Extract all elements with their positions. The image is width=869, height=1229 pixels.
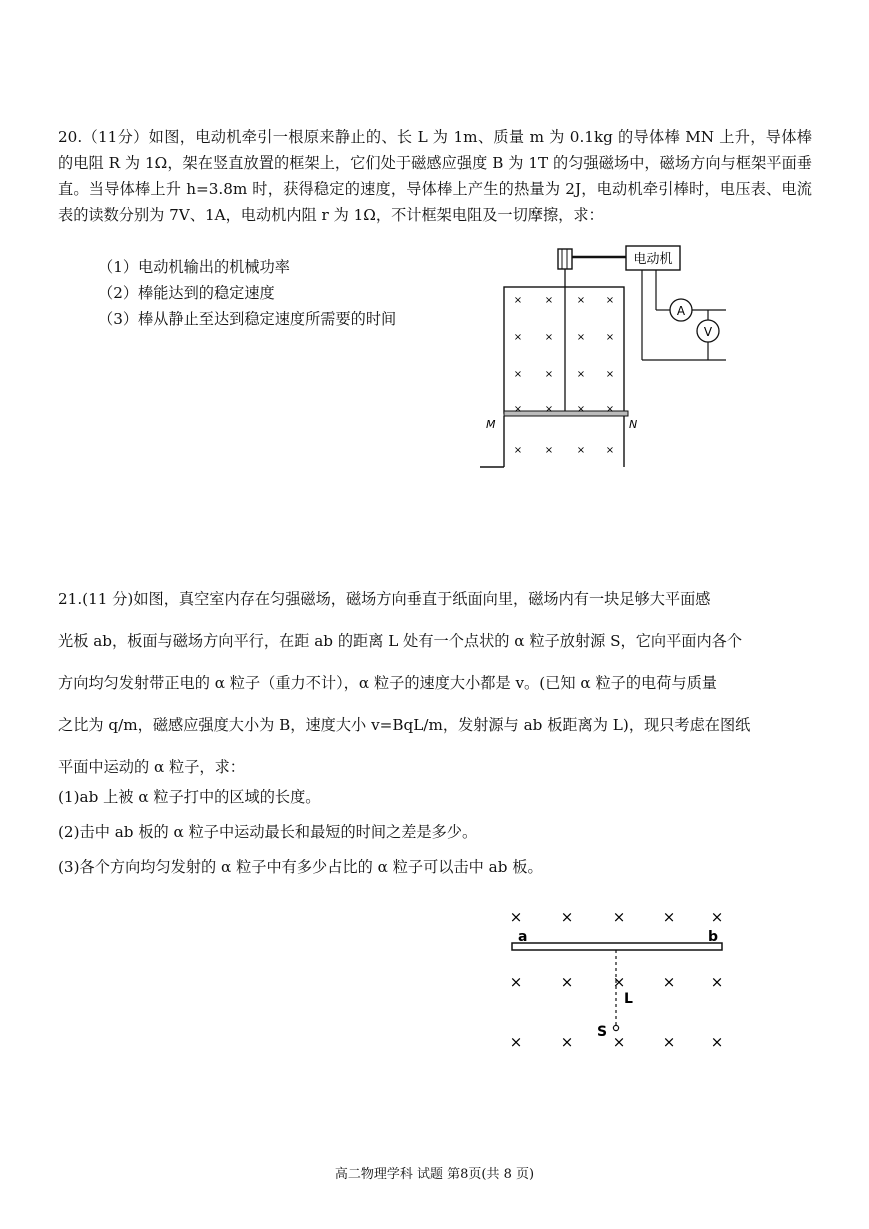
field-cross-icon: ×	[710, 908, 724, 926]
field-cross-icon: ×	[544, 445, 554, 456]
field-cross-icon: ×	[544, 295, 554, 306]
motor-label: 电动机	[633, 252, 673, 267]
field-cross-icon: ×	[576, 369, 586, 380]
field-cross-icon: ×	[576, 332, 586, 343]
q21-line-3: 方向均匀发射带正电的 α 粒子（重力不计），α 粒子的速度大小都是 v。(已知 α 粒子的电荷与质量	[58, 674, 717, 692]
field-cross-icon: ×	[560, 908, 574, 926]
voltmeter-label: V	[703, 325, 713, 339]
label-n: N	[629, 418, 638, 431]
source-s	[613, 1025, 618, 1030]
q21-line-5: 平面中运动的 α 粒子，求：	[58, 758, 245, 776]
field-cross-icon: ×	[513, 404, 523, 415]
field-cross-icon: ×	[605, 295, 615, 306]
field-cross-icon: ×	[662, 973, 676, 991]
q21-line-1: 21.(11 分)如图，真空室内存在匀强磁场，磁场方向垂直于纸面向里，磁场内有一块足够大平面感	[58, 590, 711, 608]
label-s: S	[597, 1024, 608, 1040]
field-cross-icon: ×	[605, 404, 615, 415]
q20-item-1: （1）电动机输出的机械功率	[98, 258, 290, 276]
q20-item-2: （2）棒能达到的稳定速度	[98, 284, 275, 302]
field-cross-icon: ×	[560, 1033, 574, 1051]
q20-paragraph: 20.（11分）如图，电动机牵引一根原来静止的、长 L 为 1m、质量 m 为 0.1kg 的导体棒 MN 上升，导体棒的电阻 R 为 1Ω，架在竖直放置的框架上，它们处于磁感应强度 B 为 1T 的匀强磁场中，磁场方向与框架平面垂直。当导体棒上升 h=3.8m 时，获得稳定的速度，导体棒上产生的热量为 2J，电动机牵引棒时，电压表、电流表的读数分别为 7V、1A，电动机内阻 r 为 1Ω，不计框架电阻及一切摩擦，求：	[58, 128, 812, 224]
q21-plate-figure	[500, 905, 740, 1055]
field-cross-icon: ×	[662, 908, 676, 926]
label-l: L	[624, 991, 633, 1007]
q20-circuit-figure	[470, 240, 740, 475]
field-cross-icon: ×	[509, 1033, 523, 1051]
q21-item-2: (2)击中 ab 板的 α 粒子中运动最长和最短的时间之差是多少。	[58, 823, 478, 841]
field-cross-icon: ×	[710, 973, 724, 991]
label-a: a	[518, 929, 528, 945]
label-b: b	[708, 929, 719, 945]
field-cross-icon: ×	[612, 973, 626, 991]
field-cross-icon: ×	[576, 404, 586, 415]
field-cross-icon: ×	[605, 369, 615, 380]
field-cross-icon: ×	[710, 1033, 724, 1051]
field-cross-icon: ×	[513, 332, 523, 343]
field-cross-icon: ×	[544, 369, 554, 380]
q21-item-3: (3)各个方向均匀发射的 α 粒子中有多少占比的 α 粒子可以击中 ab 板。	[58, 858, 543, 876]
field-cross-icon: ×	[560, 973, 574, 991]
field-cross-icon: ×	[605, 332, 615, 343]
field-cross-icon: ×	[576, 295, 586, 306]
q21-line-4: 之比为 q/m，磁感应强度大小为 B，速度大小 v=BqL/m，发射源与 ab 板距离为 L)，现只考虑在图纸	[58, 716, 751, 734]
ammeter-label: A	[676, 304, 686, 318]
q21-item-1: (1)ab 上被 α 粒子打中的区域的长度。	[58, 788, 321, 806]
field-cross-icon: ×	[605, 445, 615, 456]
label-m: M	[486, 418, 496, 431]
field-cross-icon: ×	[513, 369, 523, 380]
q20-field-crosses	[514, 295, 614, 456]
q21-line-2: 光板 ab，板面与磁场方向平行，在距 ab 的距离 L 处有一个点状的 α 粒子放射源 S，它向平面内各个	[58, 632, 743, 650]
field-cross-icon: ×	[513, 445, 523, 456]
field-cross-icon: ×	[576, 445, 586, 456]
page-footer: 高二物理学科 试题 第8页(共 8 页)	[334, 1167, 535, 1182]
field-cross-icon: ×	[662, 1033, 676, 1051]
plate-ab	[512, 943, 722, 950]
field-cross-icon: ×	[544, 404, 554, 415]
q20-item-3: （3）棒从静止至达到稳定速度所需要的时间	[98, 310, 397, 328]
field-cross-icon: ×	[544, 332, 554, 343]
field-cross-icon: ×	[509, 973, 523, 991]
field-cross-icon: ×	[612, 908, 626, 926]
field-cross-icon: ×	[509, 908, 523, 926]
field-cross-icon: ×	[513, 295, 523, 306]
field-cross-icon: ×	[612, 1033, 626, 1051]
